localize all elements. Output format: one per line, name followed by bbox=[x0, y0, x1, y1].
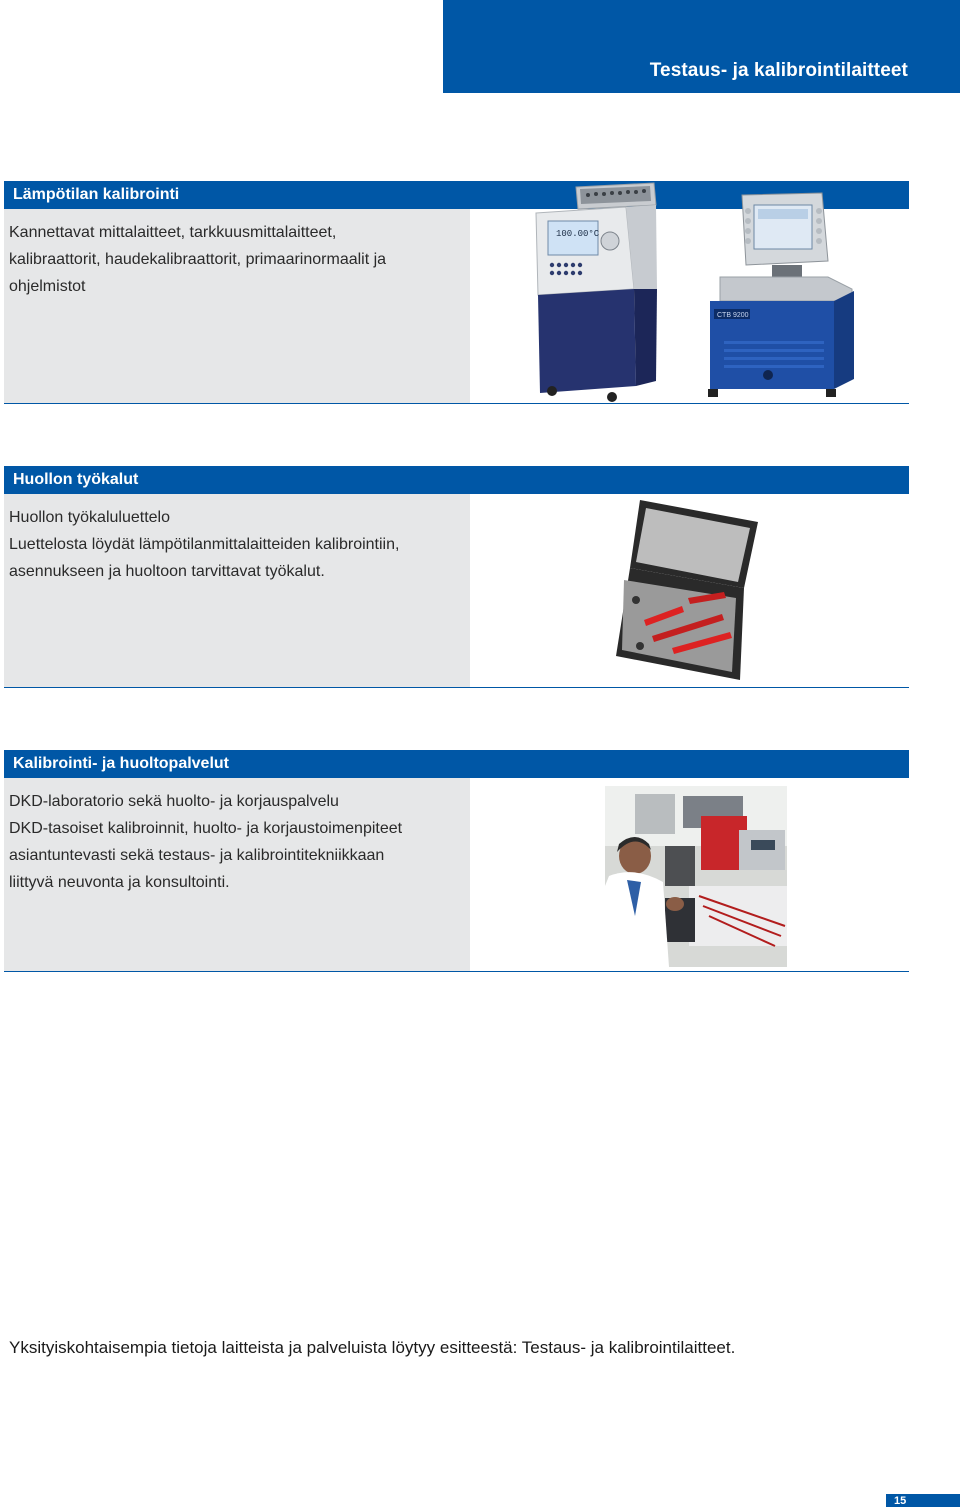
section-divider bbox=[4, 687, 909, 688]
section-text-panel bbox=[4, 209, 470, 404]
section-calibration-services bbox=[4, 750, 909, 974]
section-heading: Huollon työkalut bbox=[4, 466, 909, 494]
display-readout: 100.00°C bbox=[556, 229, 600, 239]
text-line: kalibraattorit, haudekalibraattorit, primaarinormaalit ja bbox=[9, 251, 387, 268]
text-line: ohjelmistot bbox=[9, 278, 86, 295]
header-band bbox=[443, 0, 960, 93]
dry-block-calibrator-image bbox=[526, 181, 660, 403]
section-divider bbox=[4, 971, 909, 972]
section-divider bbox=[4, 403, 909, 404]
section-heading: Lämpötilan kalibrointi bbox=[4, 181, 909, 209]
text-line: DKD-tasoiset kalibroinnit, huolto- ja korjaustoimenpiteet bbox=[9, 820, 403, 837]
text-line: liittyvä neuvonta ja konsultointi. bbox=[9, 874, 230, 891]
text-line: Huollon työkaluluettelo bbox=[9, 509, 170, 526]
section-service-tools bbox=[4, 466, 909, 690]
text-line: Kannettavat mittalaitteet, tarkkuusmittalaitteet, bbox=[9, 224, 337, 241]
page-title: Testaus- ja kalibrointilaitteet bbox=[649, 60, 908, 81]
tool-case-image bbox=[612, 496, 762, 682]
footnote: Yksityiskohtaisempia tietoja laitteista ja palveluista löytyy esitteestä: Testaus- ja kalibrointilaitteet. bbox=[9, 1338, 736, 1357]
page-number: 15 bbox=[886, 1494, 960, 1507]
laboratory-photo bbox=[605, 786, 787, 967]
section-text-panel bbox=[4, 778, 470, 971]
section-heading: Kalibrointi- ja huoltopalvelut bbox=[4, 750, 909, 778]
calibration-bath-image bbox=[702, 191, 860, 403]
text-line: DKD-laboratorio sekä huolto- ja korjauspalvelu bbox=[9, 793, 339, 810]
text-line: Luettelosta löydät lämpötilanmittalaitteiden kalibrointiin, bbox=[9, 536, 400, 553]
section-temperature-calibration bbox=[4, 181, 909, 405]
device-label: CTB 9200 bbox=[717, 312, 749, 319]
text-line: asiantuntevasti sekä testaus- ja kalibrointitekniikkaan bbox=[9, 847, 385, 864]
section-text-panel bbox=[4, 494, 470, 687]
text-line: asennukseen ja huoltoon tarvittavat työkalut. bbox=[9, 563, 325, 580]
